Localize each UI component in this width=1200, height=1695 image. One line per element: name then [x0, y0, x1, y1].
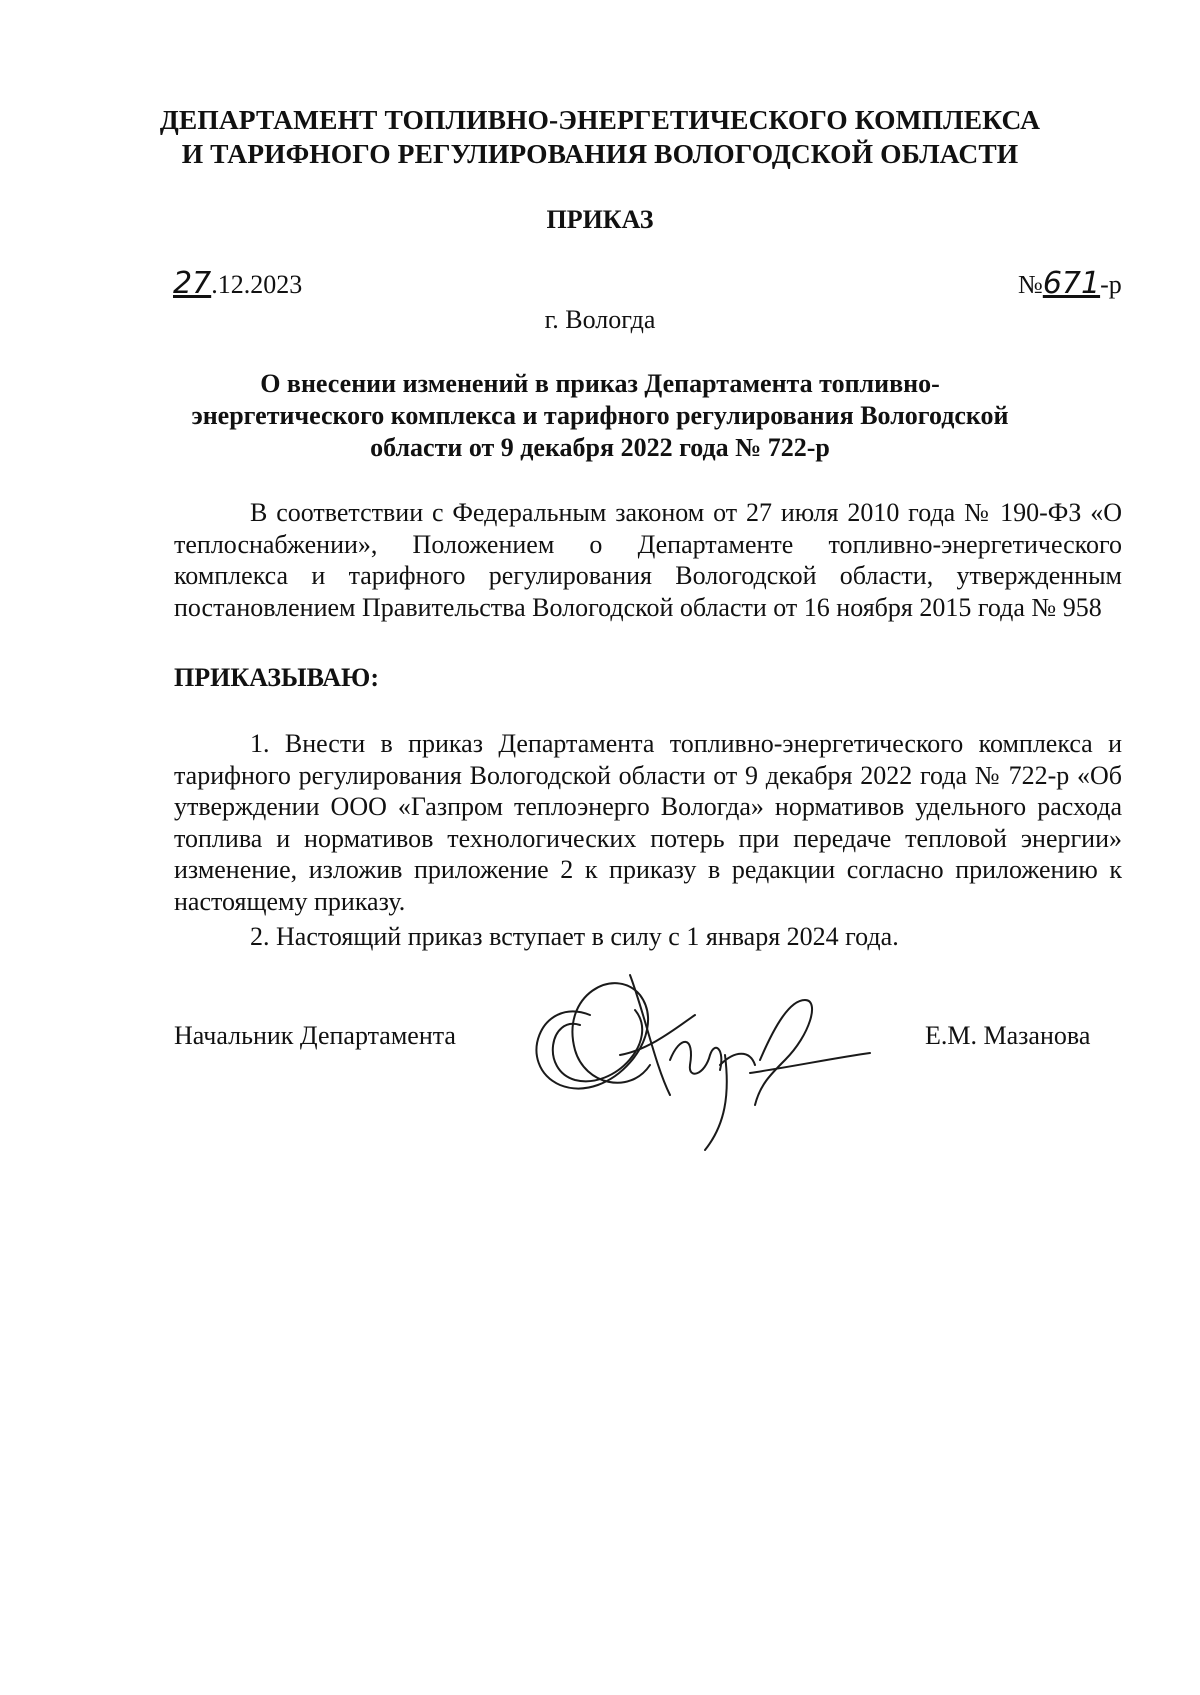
order-date: [173, 266, 302, 301]
order-number-value: 671: [1042, 266, 1101, 301]
signatory-position: Начальник Департамента: [174, 1021, 456, 1050]
orders-word: ПРИКАЗЫВАЮ:: [174, 663, 379, 692]
handwritten-signature: [520, 955, 880, 1155]
document-type: ПРИКАЗ: [546, 205, 654, 234]
department-name-line2: И ТАРИФНОГО РЕГУЛИРОВАНИЯ ВОЛОГОДСКОЙ ОБЛАСТИ: [181, 138, 1019, 169]
department-name-line1: ДЕПАРТАМЕНТ ТОПЛИВНО-ЭНЕРГЕТИЧЕСКОГО КОМПЛЕКСА: [159, 104, 1041, 135]
order-item-2: 2. Настоящий приказ вступает в силу с 1 января 2024 года.: [250, 922, 899, 951]
preamble-paragraph: В соответствии с Федеральным законом от 27 июля 2010 года № 190-ФЗ «О теплоснабжении», Положением о Департаменте топливно-энергетического комплекса и тарифного регулирования Вологодской области, утвержденным постановлением Правительства Вологодской области от 16 ноября 2015 года № 958: [174, 498, 1122, 622]
order-item-1: 1. Внести в приказ Департамента топливно-энергетического комплекса и тарифного регулирования Вологодской области от 9 декабря 2022 года № 722-р «Об утверждении ООО «Газпром теплоэнерго Вологда» нормативов удельного расхода топлива и нормативов технологических потерь при передаче тепловой энергии» изменение, изложив приложение 2 к приказу в редакции согласно приложению к настоящему приказу.: [174, 729, 1122, 916]
document-title-line1: О внесении изменений в приказ Департамента топливно-: [260, 369, 940, 398]
document-title: [150, 368, 1050, 464]
signatory-name: Е.М. Мазанова: [925, 1021, 1091, 1050]
document-title-line2: энергетического комплекса и тарифного регулирования Вологодской: [191, 401, 1009, 430]
document-title-line3: области от 9 декабря 2022 года № 722-р: [370, 433, 830, 462]
order-date-rest: .12.2023: [211, 270, 303, 299]
city: г. Вологда: [544, 305, 656, 334]
order-date-day: 27: [173, 266, 212, 301]
order-number: [1018, 266, 1122, 301]
order-number-suffix: -р: [1100, 270, 1122, 299]
order-number-prefix: №: [1018, 270, 1043, 299]
